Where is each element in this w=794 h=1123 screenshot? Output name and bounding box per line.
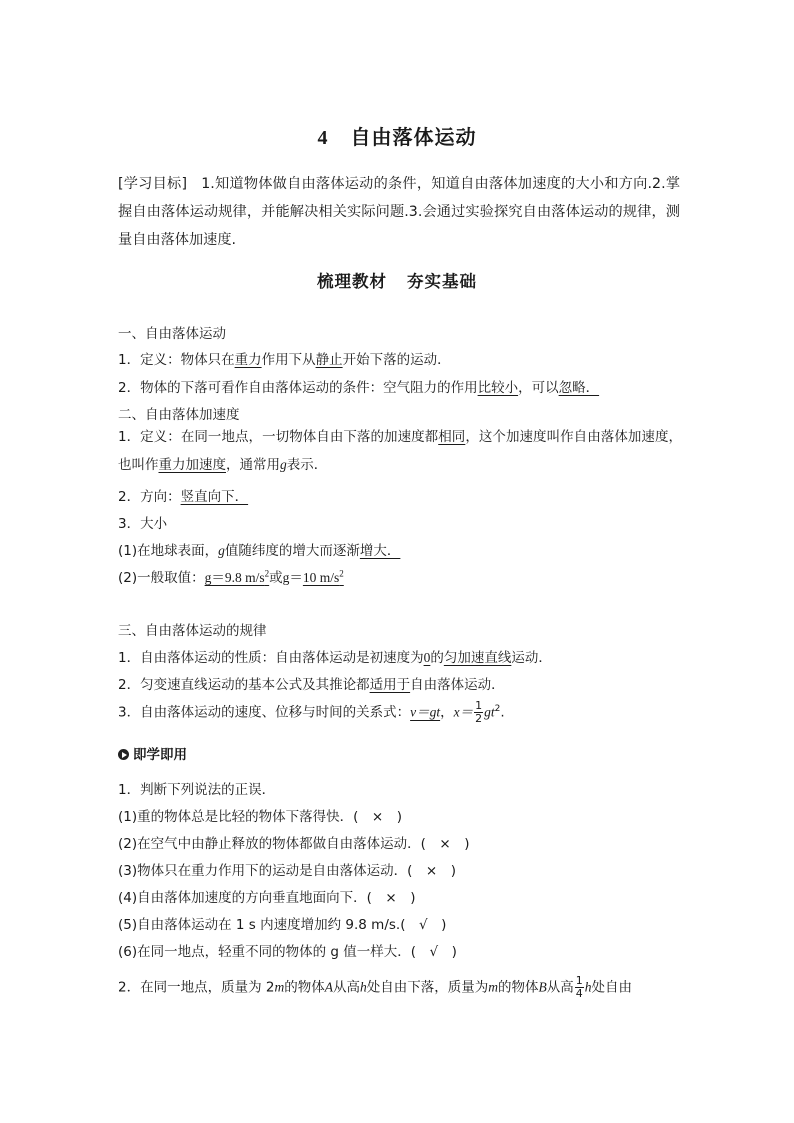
s3-formulas: 2．匀变速直线运动的基本公式及其推论都适用于自由落体运动． [118,677,505,693]
s1-heading: 一、自由落体运动 [118,326,226,342]
judge-item: (6)在同一地点，轻重不同的物体的 g 值一样大．( √ ) [118,944,457,960]
practice-heading: 即学即用 [118,743,187,763]
s2-direction: 2．方向：竖直向下． [118,489,249,505]
s2-definition: 1．定义：在同一地点，一切物体自由下落的加速度都相同，这个加速度叫作自由落体加速度，也叫作重力加速度，通常用g表示． [118,429,683,473]
judge-item: (4)自由落体加速度的方向垂直地面向下．( × ) [118,890,416,906]
judge-item: (3)物体只在重力作用下的运动是自由落体运动．( × ) [118,863,456,879]
goals-label: [学习目标] [118,176,187,192]
section-title-part2: 夯实基础 [407,272,477,291]
s1-definition: 1．定义：物体只在重力作用下从静止开始下落的运动． [118,352,451,368]
goals-text: 1.知道物体做自由落体运动的条件，知道自由落体加速度的大小和方向.2.掌握自由落体运动规律，并能解决相关实际问题.3.会通过实验探究自由落体运动的规律，测量自由落体加速度. [118,176,681,248]
judge-item: (5)自由落体运动在 1 s 内速度增加约 9.8 m/s.( √ ) [118,917,447,933]
chapter-number: 4 [317,127,329,149]
s3-relations: 3．自由落体运动的速度、位移与时间的关系式：v＝gt，x＝ $\frac{1}{2}$ $gt^2$. [118,699,505,725]
s2-values: (2)一般取值：g＝9.8 $m/s^2$或g＝10 $m/s^2$ [118,568,344,586]
s1-condition: 2．物体的下落可看作自由落体运动的条件：空气阻力的作用比较小，可以忽略． [118,380,600,396]
s2-latitude: (1)在地球表面，g值随纬度的增大而逐渐增大． [118,543,401,559]
s2-magnitude: 3．大小 [118,516,168,532]
fraction-quarter: $\frac{1}{4}$ [575,974,583,1000]
s3-heading: 三、自由落体运动的规律 [118,623,267,639]
practice-q2: 2．在同一地点，质量为 2m的物体A从高h处自由下落，质量为m的物体B从高 $\frac{1}{4}$ h处自由 [118,974,632,1000]
play-circle-icon [118,749,129,760]
page-title [0,121,794,150]
judge-item: (2)在空气中由静止释放的物体都做自由落体运动．( × ) [118,836,470,852]
s3-nature: 1．自由落体运动的性质：自由落体运动是初速度为0的匀加速直线运动． [118,650,552,666]
learning-goals [118,170,680,254]
chapter-title: 自由落体运动 [350,125,477,149]
fraction-half: $\frac{1}{2}$ [475,699,483,725]
s2-heading: 二、自由落体加速度 [118,407,240,423]
section-title-part1: 梳理教材 [317,272,387,291]
judge-item: (1)重的物体总是比轻的物体下落得快．( × ) [118,809,402,825]
practice-q1: 1．判断下列说法的正误． [118,782,276,798]
section-title [0,268,794,292]
